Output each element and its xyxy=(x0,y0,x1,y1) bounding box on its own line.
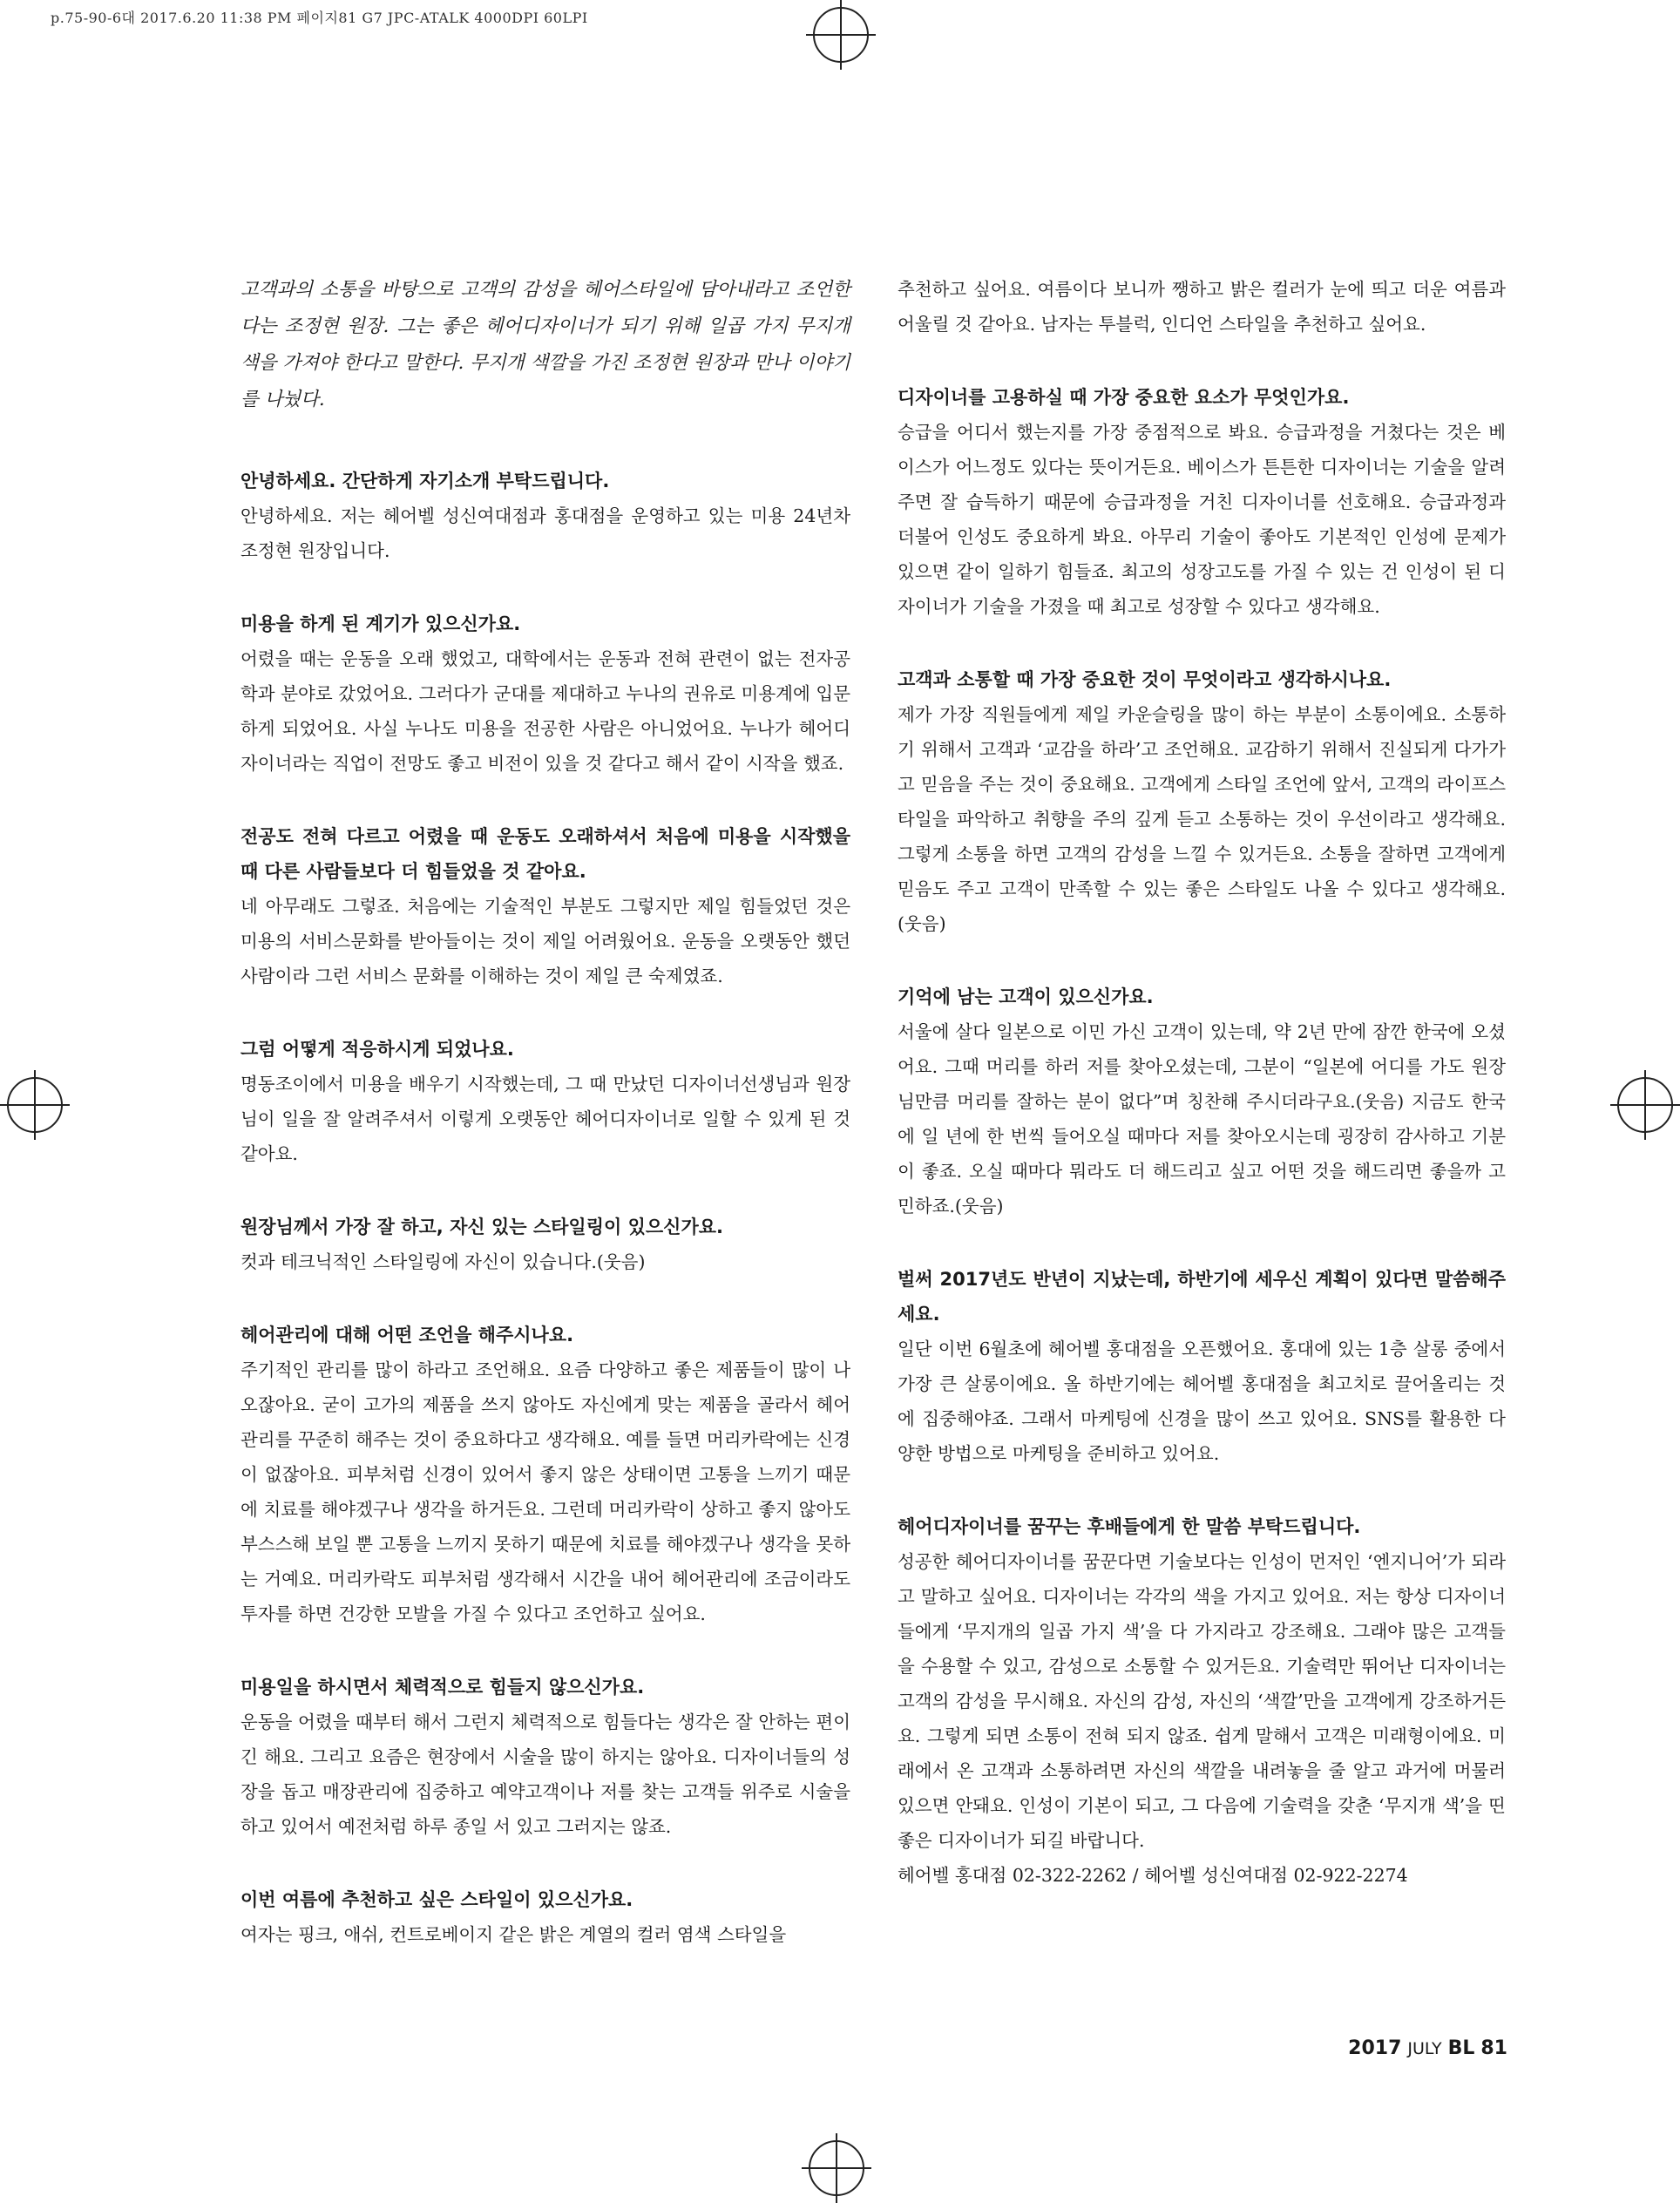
left-column xyxy=(240,272,850,1952)
question: 디자이너를 고용하실 때 가장 중요한 요소가 무엇인가요. xyxy=(898,387,1350,408)
question: 미용을 하게 된 계기가 있으신가요. xyxy=(240,613,521,634)
answer: 여자는 핑크, 애쉬, 컨트로베이지 같은 밝은 계열의 컬러 염색 스타일을 xyxy=(240,1924,787,1945)
question: 원장님께서 가장 잘 하고, 자신 있는 스타일링이 있으신가요. xyxy=(240,1217,723,1237)
article-intro: 고객과의 소통을 바탕으로 고객의 감성을 헤어스타일에 담아내라고 조언한다는 조정현 원장. 그는 좋은 헤어디자이너가 되기 위해 일곱 가지 무지개 색을 가져야 한다고 말한다. 무지개 색깔을 가진 조정현 원장과 만나 이야기를 나눴다. xyxy=(240,279,850,410)
print-slug: p.75-90-6대 2017.6.20 11:38 PM 페이지81 G7 JPC-ATALK 4000DPI 60LPI xyxy=(51,10,588,26)
answer: 명동조이에서 미용을 배우기 시작했는데, 그 때 만났던 디자이너선생님과 원장님이 일을 잘 알려주셔서 이렇게 오랫동안 헤어디자이너로 일할 수 있게 된 것 같아요. xyxy=(240,1074,850,1164)
answer: 제가 가장 직원들에게 제일 카운슬링을 많이 하는 부분이 소통이에요. 소통하기 위해서 고객과 ‘교감을 하라’고 조언해요. 교감하기 위해서 진실되게 다가가고 믿음을 주는 것이 중요해요. 고객에게 스타일 조언에 앞서, 고객의 라이프스타일을 파악하고 취향을 주의 깊게 듣고 소통하는 것이 우선이라고 생각해요. 그렇게 소통을 하면 고객의 감성을 느낄 수 있거든요. 소통을 잘하면 고객에게 믿음도 주고 고객이 만족할 수 있는 좋은 스타일도 나올 수 있다고 생각해요.(웃음) xyxy=(898,704,1506,934)
answer-continued: 추천하고 싶어요. 여름이다 보니까 쨍하고 밝은 컬러가 눈에 띄고 더운 여름과 어울릴 것 같아요. 남자는 투블럭, 인디언 스타일을 추천하고 싶어요. xyxy=(898,279,1506,335)
question: 벌써 2017년도 반년이 지났는데, 하반기에 세우신 계획이 있다면 말씀해주세요. xyxy=(898,1269,1506,1325)
answer: 일단 이번 6월초에 헤어벨 홍대점을 오픈했어요. 홍대에 있는 1층 살롱 중에서 가장 큰 살롱이에요. 올 하반기에는 헤어벨 홍대점을 최고치로 끌어올리는 것에 집중해야죠. 그래서 마케팅에 신경을 많이 쓰고 있어요. SNS를 활용한 다양한 방법으로 마케팅을 준비하고 있어요. xyxy=(898,1339,1506,1464)
folio-page-number: 81 xyxy=(1480,2037,1507,2059)
question: 그럼 어떻게 적응하시게 되었나요. xyxy=(240,1039,514,1060)
answer: 서울에 살다 일본으로 이민 가신 고객이 있는데, 약 2년 만에 잠깐 한국에 오셨어요. 그때 머리를 하러 저를 찾아오셨는데, 그분이 “일본에 어디를 가도 원장님만큼 머리를 잘하는 분이 없다”며 칭찬해 주시더라구요.(웃음) 지금도 한국에 일 년에 한 번씩 들어오실 때마다 저를 찾아오시는데 굉장히 감사하고 기분이 좋죠. 오실 때마다 뭐라도 더 해드리고 싶고 어떤 것을 해드리면 좋을까 고민하죠.(웃음) xyxy=(898,1021,1506,1217)
registration-mark-left xyxy=(0,1070,70,1140)
question: 이번 여름에 추천하고 싶은 스타일이 있으신가요. xyxy=(240,1889,633,1910)
question: 기억에 남는 고객이 있으신가요. xyxy=(898,986,1154,1007)
registration-mark-right xyxy=(1610,1070,1680,1140)
answer: 성공한 헤어디자이너를 꿈꾼다면 기술보다는 인성이 먼저인 ‘엔지니어’가 되라고 말하고 싶어요. 디자이너는 각각의 색을 가지고 있어요. 저는 항상 디자이너들에게 ‘무지개의 일곱 가지 색’을 다 가지라고 강조해요. 그래야 많은 고객들을 수용할 수 있고, 감성으로 소통할 수 있거든요. 기술력만 뛰어난 디자이너는 고객의 감성을 무시해요. 자신의 감성, 자신의 ‘색깔’만을 고객에게 강조하거든요. 그렇게 되면 소통이 전혀 되지 않죠. 쉽게 말해서 고객은 미래형이에요. 미래에서 온 고객과 소통하려면 자신의 색깔을 내려놓을 줄 알고 과거에 머물러 있으면 안돼요. 인성이 기본이 되고, 그 다음에 기술력을 갖춘 ‘무지개 색’을 띤 좋은 디자이너가 되길 바랍니다. xyxy=(898,1551,1506,1851)
salon-contact: 헤어벨 홍대점 02-322-2262 / 헤어벨 성신여대점 02-922-2274 xyxy=(898,1865,1408,1886)
answer: 주기적인 관리를 많이 하라고 조언해요. 요즘 다양하고 좋은 제품들이 많이 나오잖아요. 굳이 고가의 제품을 쓰지 않아도 자신에게 맞는 제품을 골라서 헤어관리를 꾸준히 해주는 것이 중요하다고 생각해요. 예를 들면 머리카락에는 신경이 없잖아요. 피부처럼 신경이 있어서 좋지 않은 상태이면 고통을 느끼기 때문에 치료를 해야겠구나 생각을 하거든요. 그런데 머리카락이 상하고 좋지 않아도 부스스해 보일 뿐 고통을 느끼지 못하기 때문에 치료를 해야겠구나 생각을 못하는 거예요. 머리카락도 피부처럼 생각해서 시간을 내어 헤어관리에 조금이라도 투자를 하면 건강한 모발을 가질 수 있다고 조언하고 싶어요. xyxy=(240,1359,850,1624)
right-column xyxy=(898,272,1506,1893)
answer: 운동을 어렸을 때부터 해서 그런지 체력적으로 힘들다는 생각은 잘 안하는 편이긴 해요. 그리고 요즘은 현장에서 시술을 많이 하지는 않아요. 디자이너들의 성장을 돕고 매장관리에 집중하고 예약고객이나 저를 찾는 고객들 위주로 시술을 하고 있어서 예전처럼 하루 종일 서 있고 그러지는 않죠. xyxy=(240,1712,850,1837)
question: 전공도 전혀 다르고 어렸을 때 운동도 오래하셔서 처음에 미용을 시작했을 때 다른 사람들보다 더 힘들었을 것 같아요. xyxy=(240,826,850,882)
answer: 네 아무래도 그렇죠. 처음에는 기술적인 부분도 그렇지만 제일 힘들었던 것은 미용의 서비스문화를 받아들이는 것이 제일 어려웠어요. 운동을 오랫동안 했던 사람이라 그런 서비스 문화를 이해하는 것이 제일 큰 숙제였죠. xyxy=(240,896,850,986)
question: 헤어디자이너를 꿈꾸는 후배들에게 한 말씀 부탁드립니다. xyxy=(898,1516,1361,1537)
answer: 안녕하세요. 저는 헤어벨 성신여대점과 홍대점을 운영하고 있는 미용 24년차 조정현 원장입니다. xyxy=(240,505,850,561)
answer: 어렸을 때는 운동을 오래 했었고, 대학에서는 운동과 전혀 관련이 없는 전자공학과 분야로 갔었어요. 그러다가 군대를 제대하고 누나의 권유로 미용계에 입문하게 되었어요. 사실 누나도 미용을 전공한 사람은 아니었어요. 누나가 헤어디자이너라는 직업이 전망도 좋고 비전이 있을 것 같다고 해서 같이 시작을 했죠. xyxy=(240,648,850,774)
answer: 승급을 어디서 했는지를 가장 중점적으로 봐요. 승급과정을 거쳤다는 것은 베이스가 어느정도 있다는 뜻이거든요. 베이스가 튼튼한 디자이너는 기술을 알려주면 잘 습득하기 때문에 승급과정을 거친 디자이너를 선호해요. 승급과정과 더불어 인성도 중요하게 봐요. 아무리 기술이 좋아도 기본적인 인성에 문제가 있으면 같이 일하기 힘들죠. 최고의 성장고도를 가질 수 있는 건 인성이 된 디자이너가 기술을 가졌을 때 최고로 성장할 수 있다고 생각해요. xyxy=(898,422,1506,617)
registration-mark-top xyxy=(815,0,867,70)
folio-year: 2017 xyxy=(1348,2037,1402,2059)
question: 고객과 소통할 때 가장 중요한 것이 무엇이라고 생각하시나요. xyxy=(898,669,1392,690)
question: 미용일을 하시면서 체력적으로 힘들지 않으신가요. xyxy=(240,1677,645,1698)
question: 안녕하세요. 간단하게 자기소개 부탁드립니다. xyxy=(240,471,610,491)
question: 헤어관리에 대해 어떤 조언을 해주시나요. xyxy=(240,1325,574,1346)
answer: 컷과 테크닉적인 스타일링에 자신이 있습니다.(웃음) xyxy=(240,1251,646,1272)
registration-mark-bottom xyxy=(802,2133,871,2203)
page-folio xyxy=(1348,2037,1507,2059)
folio-month: JULY xyxy=(1407,2039,1442,2058)
folio-magazine: BL xyxy=(1447,2037,1475,2059)
